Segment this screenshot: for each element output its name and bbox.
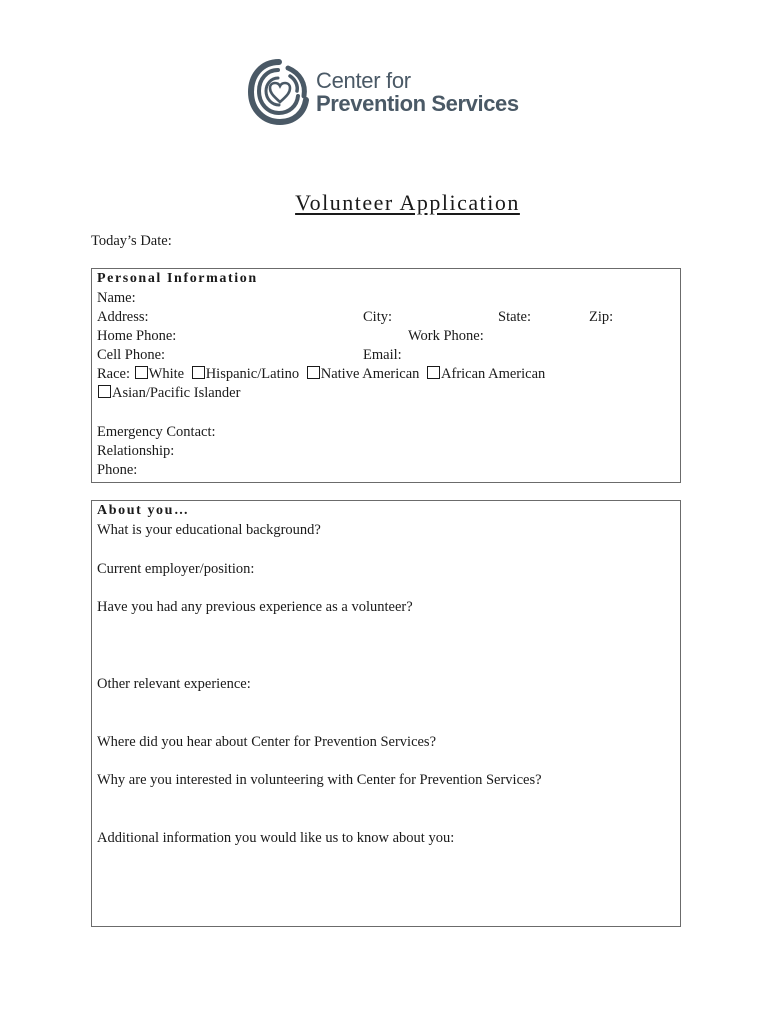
- zip-label: Zip:: [589, 309, 614, 325]
- todays-date-label: Today’s Date:: [91, 233, 172, 249]
- other-experience-question: Other relevant experience:: [97, 676, 251, 692]
- race-row: [97, 366, 548, 383]
- logo-text-line2: Prevention Services: [316, 91, 519, 116]
- home-phone-label: Home Phone:: [97, 328, 177, 344]
- organization-logo: [248, 58, 528, 128]
- logo-text-line1: Center for: [316, 68, 411, 93]
- race-native-american-checkbox[interactable]: [307, 366, 320, 379]
- work-phone-label: Work Phone:: [408, 328, 484, 344]
- page-title: Volunteer Application: [295, 190, 520, 215]
- race-row-2: [97, 385, 240, 402]
- race-native-american-label: Native American: [320, 366, 420, 382]
- hear-about-question: Where did you hear about Center for Prevention Services?: [97, 734, 437, 750]
- about-you-section: [91, 500, 681, 927]
- personal-information-section: [91, 268, 681, 483]
- race-hispanic-checkbox[interactable]: [192, 366, 205, 379]
- race-asian-pacific-label: Asian/Pacific Islander: [112, 385, 241, 401]
- education-question: What is your educational background?: [97, 522, 321, 538]
- state-label: State:: [498, 309, 532, 325]
- race-african-american-checkbox[interactable]: [427, 366, 440, 379]
- email-label: Email:: [363, 347, 402, 363]
- emergency-phone-label: Phone:: [97, 462, 138, 478]
- volunteer-experience-question: Have you had any previous experience as a volunteer?: [97, 599, 413, 615]
- about-you-heading: About you…: [97, 503, 190, 518]
- emergency-contact-label: Emergency Contact:: [97, 424, 216, 440]
- address-label: Address:: [97, 309, 149, 325]
- race-hispanic-label: Hispanic/Latino: [205, 366, 300, 382]
- race-asian-pacific-checkbox[interactable]: [98, 385, 111, 398]
- relationship-label: Relationship:: [97, 443, 175, 459]
- city-label: City:: [363, 309, 393, 325]
- personal-information-heading: Personal Information: [97, 271, 258, 286]
- race-label: Race:: [97, 366, 131, 382]
- why-interested-question: Why are you interested in volunteering with Center for Prevention Services?: [97, 772, 542, 788]
- additional-info-question: Additional information you would like us to know about you:: [97, 830, 455, 846]
- cell-phone-label: Cell Phone:: [97, 347, 166, 363]
- swirl-heart-logo-icon: [248, 58, 310, 126]
- race-white-label: White: [148, 366, 185, 382]
- employer-question: Current employer/position:: [97, 561, 255, 577]
- race-white-checkbox[interactable]: [135, 366, 148, 379]
- name-label: Name:: [97, 290, 136, 306]
- race-african-american-label: African American: [441, 366, 546, 382]
